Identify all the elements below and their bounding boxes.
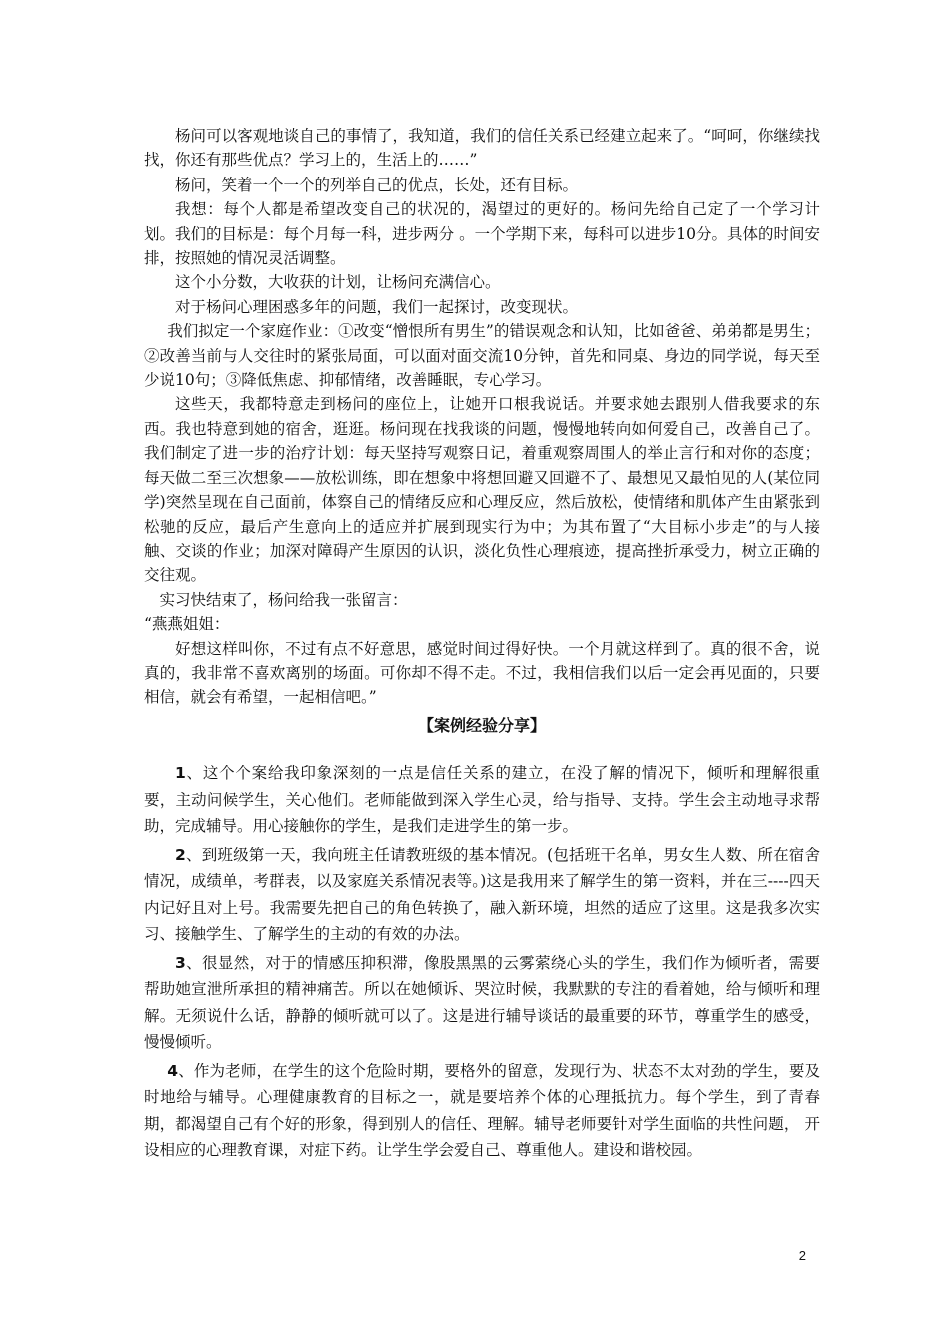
share-item-number: 4 bbox=[167, 1061, 179, 1080]
paragraph-confidence: 这个小分数，大收获的计划，让杨问充满信心。 bbox=[175, 273, 501, 292]
letter-salutation: “燕燕姐姐： bbox=[144, 615, 230, 634]
share-item bbox=[144, 760, 820, 840]
paragraph-explore: 对于杨问心理困惑多年的问题，我们一起探讨，改变现状。 bbox=[175, 297, 579, 316]
page-number: 2 bbox=[798, 1248, 806, 1263]
share-item-text: 、到班级第一天，我向班主任请教班级的基本情况。(包括班干名单，男女生人数、所在宿舍情况，成绩单，考群表，以及家庭关系情况表等。)这是我用来了解学生的第一资料，并在三----四天内记好且对上号。我需要先把自己的角色转换了，融入新环境，坦然的适应了这里。这是我多次实习、接触学生、了解学生的主动的有效的办法。 bbox=[144, 845, 820, 944]
paragraph-trust: 杨问可以客观地谈自己的事情了，我知道，我们的信任关系已经建立起来了。“呵呵，你继续找找，你还有那些优点？学习上的，生活上的……” bbox=[144, 127, 820, 170]
letter-body: 好想这样叫你，不过有点不好意思，感觉时间过得好快。一个月就这样到了。真的很不舍，说真的，我非常不喜欢离别的场面。可你却不得不走。不过，我相信我们以后一定会再见面的，只要相信，就会有希望，一起相信吧。” bbox=[144, 639, 820, 707]
paragraph-study-plan: 我想：每个人都是希望改变自己的状况的，渴望过的更好的。杨问先给自己定了一个学习计划。我们的目标是：每个月每一科，进步两分 。一个学期下来，每科可以进步10分。具体的时间安排，按照她的情况灵活调整。 bbox=[144, 200, 820, 268]
paragraph-homework: 我们拟定一个家庭作业：①改变“憎恨所有男生”的错误观念和认知，比如爸爸、弟弟都是男生； ②改善当前与人交往时的紧张局面，可以面对面交流10分钟，首先和同桌、身边的同学说，每天至少说10句；③降低焦虑、抑郁情绪，改善睡眠，专心学习。 bbox=[144, 322, 820, 390]
paragraph-internship-end: 实习快结束了，杨问给我一张留言： bbox=[159, 590, 408, 609]
share-item-number: 3 bbox=[175, 953, 186, 972]
share-item bbox=[144, 1058, 820, 1164]
share-item-text: 、这个个案给我印象深刻的一点是信任关系的建立，在没了解的情况下，倾听和理解很重要，主动问候学生，关心他们。老师能做到深入学生心灵，给与指导、支持。学生会主动地寻求帮助，完成辅导。用心接触你的学生，是我们走进学生的第一步。 bbox=[144, 764, 820, 836]
section-heading: 【案例经验分享】 bbox=[417, 715, 546, 735]
paragraph-strengths: 杨问，笑着一个一个的列举自己的优点，长处，还有目标。 bbox=[175, 175, 579, 194]
experience-share-list bbox=[144, 760, 820, 1164]
share-item-text: 、很显然，对于的情感压抑积滞，像股黑黑的云雾萦绕心头的学生，我们作为倾听者，需要帮助她宣泄所承担的精神痛苦。所以在她倾诉、哭泣时候，我默默的专注的看着她，给与倾听和理解。无须说什么话，静静的倾听就可以了。这是进行辅导谈话的最重要的环节，尊重学生的感受，慢慢倾听。 bbox=[144, 953, 820, 1052]
share-item bbox=[144, 842, 820, 948]
document-body bbox=[144, 124, 820, 1164]
share-item bbox=[144, 950, 820, 1056]
paragraph-treatment-plan: 这些天，我都特意走到杨问的座位上，让她开口根我说话。并要求她去跟别人借我要求的东西。我也特意到她的宿舍，逛逛。杨问现在找我谈的问题，慢慢地转向如何爱自己，改善自己了。我们制定了进一步的治疗计划：每天坚持写观察日记，着重观察周围人的举止言行和对你的态度；每天做二至三次想象——放松训练，即在想象中将想回避又回避不了、最想见又最怕见的人(某位同学)突然呈现在自己面前，体察自己的情绪反应和心理反应，然后放松，使情绪和肌体产生由紧张到松驰的反应，最后产生意向上的适应并扩展到现实行为中；为其布置了“大目标小步走”的与人接触、交谈的作业；加深对障碍产生原因的认识，淡化负性心理痕迹，提高挫折承受力，树立正确的交往观。 bbox=[144, 395, 820, 585]
share-item-number: 2 bbox=[175, 845, 186, 864]
share-item-text: 、作为老师，在学生的这个危险时期，要格外的留意，发现行为、状态不太对劲的学生，要及时地给与辅导。心理健康教育的目标之一，就是要培养个体的心理抵抗力。每个学生，到了青春期，都渴望自己有个好的形象，得到别人的信任、理解。辅导老师要针对学生面临的共性问题， 开设相应的心理教育课，对症下药。让学生学会爱自己、尊重他人。建设和谐校园。 bbox=[144, 1061, 820, 1160]
share-item-number: 1 bbox=[175, 764, 186, 783]
